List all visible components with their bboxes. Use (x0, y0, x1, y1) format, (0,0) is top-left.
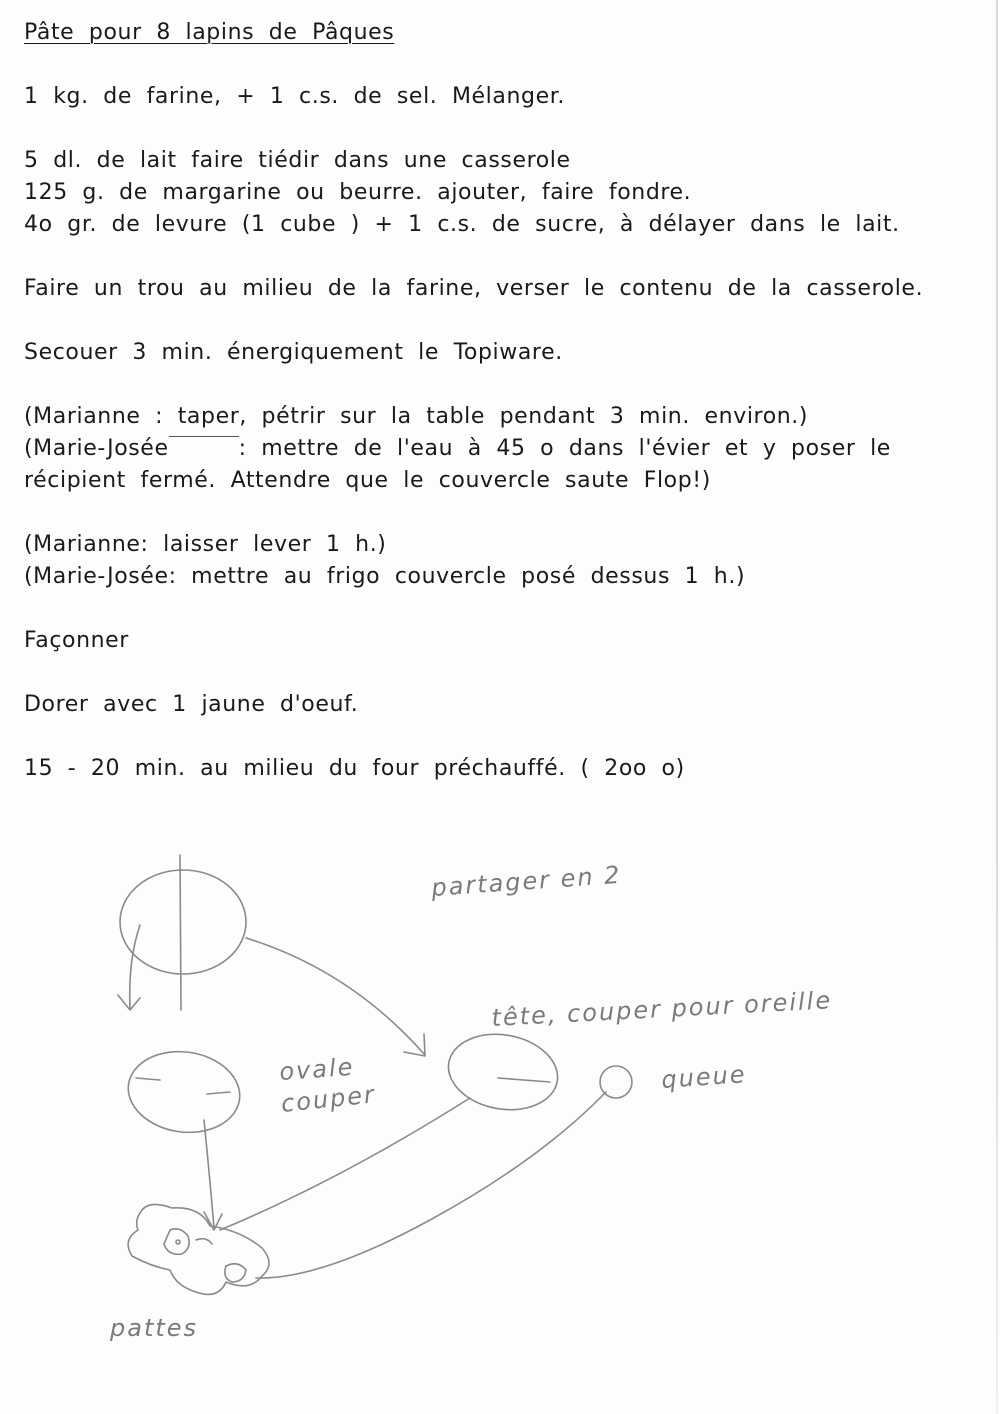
recipe-line-bake: 15 - 20 min. au milieu du four préchauffé. ( 2oo o) (24, 756, 685, 781)
recipe-line-mariejosee-fridge: (Marie-Josée: mettre au frigo couvercle posé dessus 1 h.) (24, 564, 746, 589)
oval-body-sketch (123, 1045, 245, 1230)
note-head: tête, couper pour oreille (490, 986, 833, 1032)
recipe-line-flour: 1 kg. de farine, + 1 c.s. de sel. Mélanger. (24, 84, 565, 109)
recipe-line-container: récipient fermé. Attendre que le couvercle saute Flop!) (24, 468, 711, 493)
recipe-line-shape: Façonner (24, 628, 129, 653)
note-oval: ovale (278, 1052, 356, 1086)
note-split: partager en 2 (430, 860, 623, 902)
recipe-line-marianne-rise: (Marianne: laisser lever 1 h.) (24, 532, 387, 557)
arrow-to-head (246, 938, 425, 1056)
line-head-to-bunny (220, 1098, 470, 1230)
recipe-line-mariejosee-rest: : mettre de l'eau à 45 o dans l'évier et y poser le (238, 436, 891, 461)
recipe-line-milk: 5 dl. de lait faire tiédir dans une casserole (24, 148, 571, 173)
recipe-line-margarine: 125 g. de margarine ou beurre. ajouter, faire fondre. (24, 180, 692, 205)
recipe-line-yeast: 4o gr. de levure (1 cube ) + 1 c.s. de sucre, à délayer dans le lait. (24, 212, 900, 237)
bunny-shaping-sketch (0, 830, 1000, 1414)
recipe-line-well: Faire un trou au milieu de la farine, verser le contenu de la casserole. (24, 276, 924, 301)
recipe-line-mariejosee-water (24, 434, 891, 464)
note-cut: couper (279, 1080, 378, 1118)
dough-ball-sketch (118, 855, 246, 1010)
note-tail: queue (660, 1060, 748, 1094)
blank-underline (169, 436, 239, 437)
line-tail-to-bunny (256, 1092, 606, 1278)
recipe-line-shake: Secouer 3 min. énergiquement le Topiware. (24, 340, 563, 365)
recipe-title: Pâte pour 8 lapins de Pâques (24, 20, 395, 45)
recipe-line-marianne-knead: (Marianne : taper, pétrir sur la table pendant 3 min. environ.) (24, 404, 809, 429)
recipe-line-mariejosee-name: (Marie-Josée (24, 436, 169, 461)
note-paws: pattes (110, 1314, 199, 1342)
recipe-line-glaze: Dorer avec 1 jaune d'oeuf. (24, 692, 359, 717)
